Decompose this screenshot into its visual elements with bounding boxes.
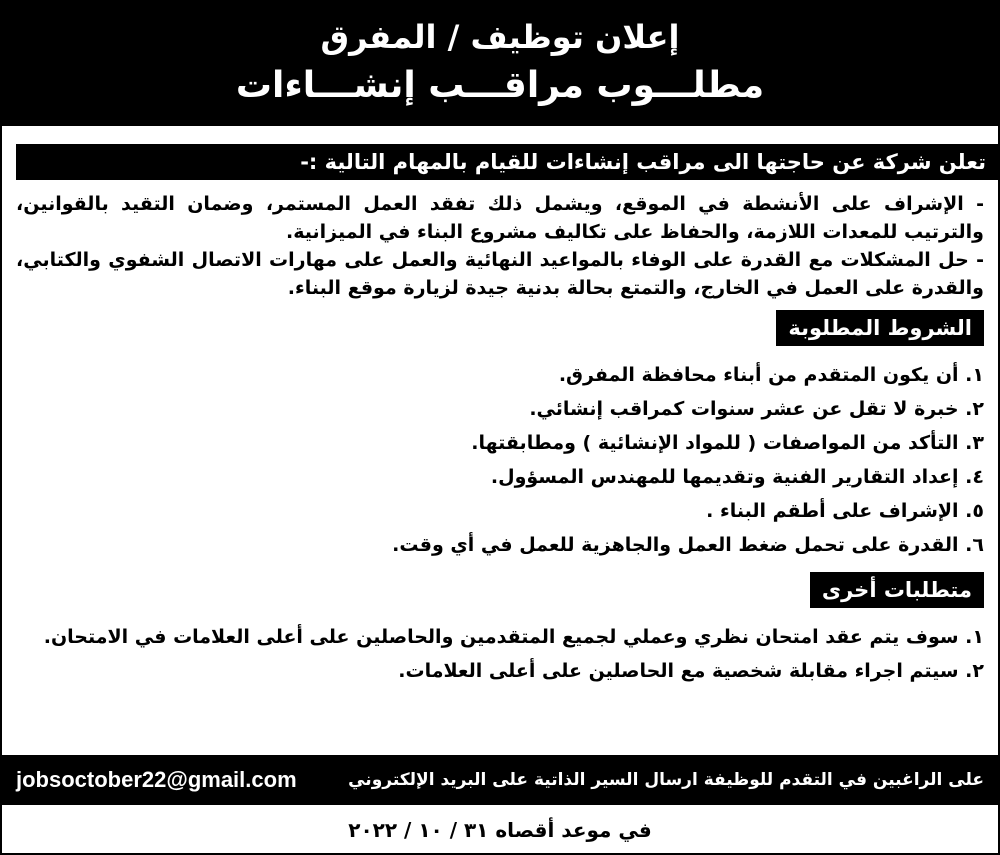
other-label: متطلبات أخرى [810,572,984,608]
contact-email[interactable]: jobsoctober22@gmail.com [16,767,297,792]
intro-label: تعلن شركة عن حاجتها الى مراقب إنشاءات للقيام بالمهام التالية :- [16,144,998,180]
list-item: ٦. القدرة على تحمل ضغط العمل والجاهزية للعمل في أي وقت. [392,534,984,556]
intro-paragraph-1: - الإشراف على الأنشطة في الموقع، ويشمل ذلك تفقد العمل المستمر، وضمان التقيد بالقوانين، والترتيب للمعدات اللازمة، والحفاظ على تكاليف مشروع البناء في الميزانية. [16,193,984,243]
footer-band [2,755,998,805]
apply-instructions: على الراغبين في التقدم للوظيفة ارسال السير الذاتية على البريد الإلكتروني [348,770,984,790]
conditions-label: الشروط المطلوبة [776,310,984,346]
list-item: ١. سوف يتم عقد امتحان نظري وعملي لجميع المتقدمين والحاصلين على أعلى العلامات في الامتحان. [43,626,984,648]
ad-title: إعلان توظيف / المفرق [320,18,680,56]
ad-body [2,126,998,688]
intro-paragraph-2: - حل المشكلات مع القدرة على الوفاء بالمواعيد النهائية والعمل على مهارات الاتصال الشفوي والكتابي، والقدرة على العمل في الخارج، والتمتع بحالة بدنية جيدة لزيارة موقع البناء. [16,249,984,299]
conditions-section [16,310,984,562]
other-list [16,620,984,688]
deadline: في موعد أقصاه ٣١ / ١٠ / ٢٠٢٢ [348,818,652,842]
ad-subtitle: مطلـــوب مراقـــب إنشـــاءات [235,65,765,106]
list-item: ٣. التأكد من المواصفات ( للمواد الإنشائية ) ومطابقتها. [471,432,984,454]
conditions-list [16,358,984,562]
list-item: ٢. سيتم اجراء مقابلة شخصية مع الحاصلين على أعلى العلامات. [398,660,984,682]
list-item: ٢. خبرة لا تقل عن عشر سنوات كمراقب إنشائي. [529,398,984,420]
ad-header [2,2,998,126]
list-item: ٤. إعداد التقارير الفنية وتقديمها للمهندس المسؤول. [490,466,984,488]
intro-paragraphs [16,190,984,302]
other-section [16,572,984,688]
list-item: ١. أن يكون المتقدم من أبناء محافظة المفرق. [558,364,984,386]
list-item: ٥. الإشراف على أطقم البناء . [706,500,984,522]
